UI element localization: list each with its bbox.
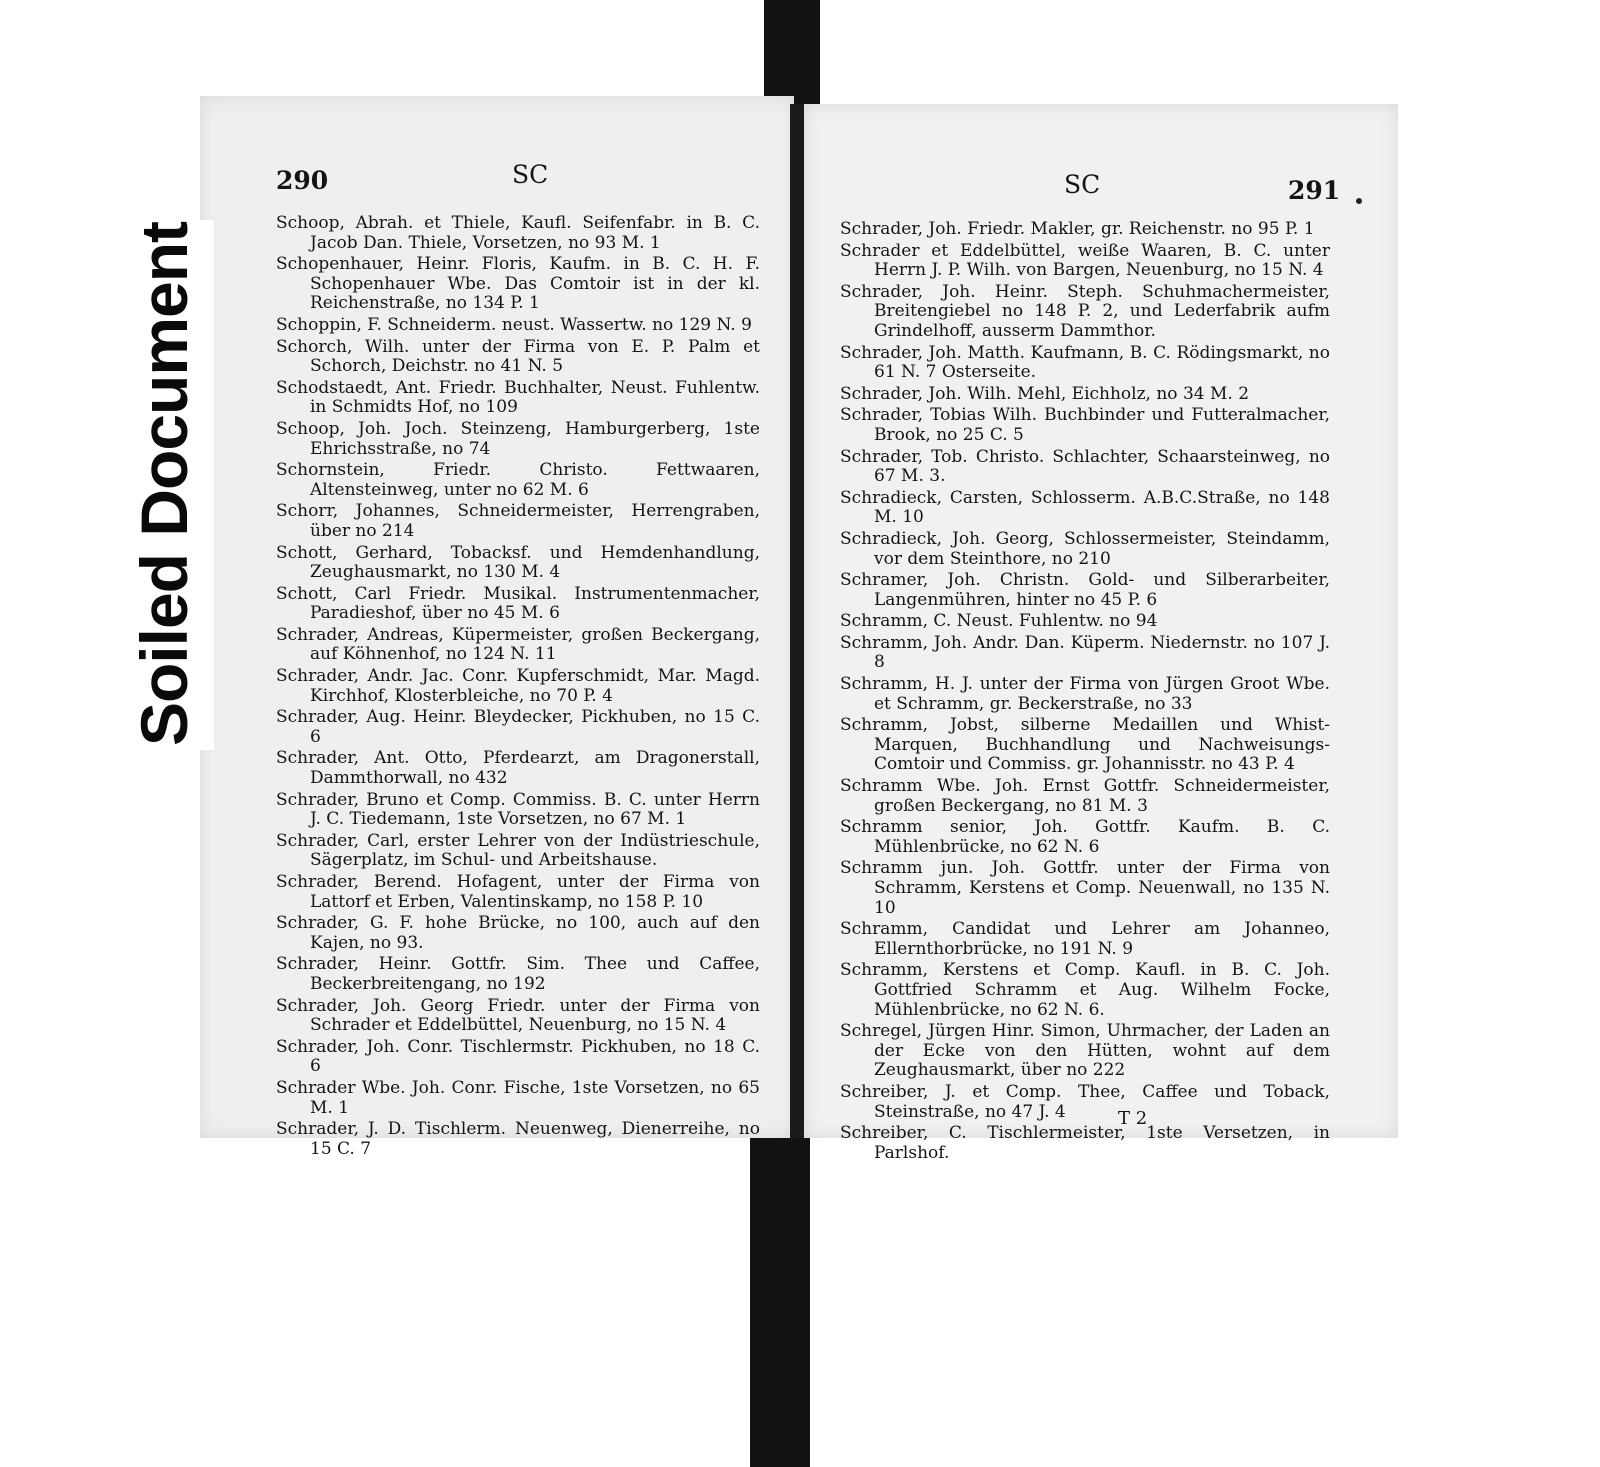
directory-entry: Schrader et Eddelbüttel, weiße Waaren, B. C. unter Herrn J. P. Wilh. von Bargen, Neuenburg, no 15 N. 4 <box>840 240 1330 281</box>
directory-entry: Schramm jun. Joh. Gottfr. unter der Firma von Schramm, Kerstens et Comp. Neuenwall, no 135 N. 10 <box>840 858 1330 918</box>
directory-entry: Schrader, Bruno et Comp. Commiss. B. C. unter Herrn J. C. Tiedemann, 1ste Vorsetzen, no 67 M. 1 <box>276 789 760 830</box>
book-gutter <box>790 104 804 1140</box>
directory-entry: Schramm senior, Joh. Gottfr. Kaufm. B. C. Mühlenbrücke, no 62 N. 6 <box>840 817 1330 857</box>
directory-entry: Schrader, Carl, erster Lehrer von der Indüstrieschule, Sägerplatz, im Schul- und Arbeitshause. <box>276 830 760 871</box>
directory-entry: Schrader, Tobias Wilh. Buchbinder und Futteralmacher, Brook, no 25 C. 5 <box>840 405 1330 445</box>
directory-entry: Schrader, Aug. Heinr. Bleydecker, Pickhuben, no 15 C. 6 <box>276 707 760 747</box>
directory-entry: Schoppin, F. Schneiderm. neust. Wassertw. no 129 N. 9 <box>276 314 752 335</box>
directory-entry: Schrader, G. F. hohe Brücke, no 100, auch auf den Kajen, no 93. <box>276 913 760 953</box>
left-page-number: 290 <box>276 166 329 195</box>
directory-entry: Schoop, Joh. Joch. Steinzeng, Hamburgerberg, 1ste Ehrichsstraße, no 74 <box>276 418 760 459</box>
signature-mark: T 2 <box>1118 1108 1148 1129</box>
directory-entry: Schrader, Tob. Christo. Schlachter, Schaarsteinweg, no 67 M. 3. <box>840 446 1330 487</box>
directory-entry: Schramm, H. J. unter der Firma von Jürgen Groot Wbe. et Schramm, gr. Beckerstraße, no 33 <box>840 674 1330 714</box>
directory-entry: Schoop, Abrah. et Thiele, Kaufl. Seifenfabr. in B. C. Jacob Dan. Thiele, Vorsetzen, no 93 M. 1 <box>276 213 760 253</box>
directory-entry: Schrader, J. D. Tischlerm. Neuenweg, Dienerreihe, no 15 C. 7 <box>276 1119 760 1159</box>
right-running-header: SC <box>1064 170 1101 199</box>
directory-entry: Schreiber, C. Tischlermeister, 1ste Versetzen, in Parlshof. <box>840 1123 1330 1163</box>
directory-entry: Schrader, Joh. Conr. Tischlermstr. Pickhuben, no 18 C. 6 <box>276 1036 760 1077</box>
directory-entry: Schrader, Ant. Otto, Pferdearzt, am Dragonerstall, Dammthorwall, no 432 <box>276 748 760 789</box>
directory-entry: Schradieck, Joh. Georg, Schlossermeister, Steindamm, vor dem Steinthore, no 210 <box>840 528 1330 569</box>
directory-entry: Schott, Gerhard, Tobacksf. und Hemdenhandlung, Zeughausmarkt, no 130 M. 4 <box>276 542 760 583</box>
binding-strip-bottom <box>750 1138 810 1467</box>
soiled-document-label: Soiled Document <box>127 221 201 747</box>
directory-entry: Schopenhauer, Heinr. Floris, Kaufm. in B. C. H. F. Schopenhauer Wbe. Das Comtoir ist in der kl. Reichenstraße, no 134 P. 1 <box>276 254 760 314</box>
ink-speck <box>1356 198 1362 204</box>
directory-entry: Schramm Wbe. Joh. Ernst Gottfr. Schneidermeister, großen Beckergang, no 81 M. 3 <box>840 776 1330 816</box>
directory-entry: Schrader, Joh. Matth. Kaufmann, B. C. Rödingsmarkt, no 61 N. 7 Osterseite. <box>840 342 1330 383</box>
directory-entry: Schrader, Andr. Jac. Conr. Kupferschmidt, Mar. Magd. Kirchhof, Klosterbleiche, no 70 P. 4 <box>276 666 760 706</box>
directory-entry: Schrader Wbe. Joh. Conr. Fische, 1ste Vorsetzen, no 65 M. 1 <box>276 1077 760 1118</box>
directory-entry: Schrader, Andreas, Küpermeister, großen Beckergang, auf Köhnenhof, no 124 N. 11 <box>276 624 760 665</box>
directory-entry: Schornstein, Friedr. Christo. Fettwaaren, Altensteinweg, unter no 62 M. 6 <box>276 460 760 500</box>
directory-entry: Schramm, Candidat und Lehrer am Johanneo, Ellernthorbrücke, no 191 N. 9 <box>840 919 1330 959</box>
directory-entry: Schramm, Joh. Andr. Dan. Küperm. Niedernstr. no 107 J. 8 <box>840 632 1330 673</box>
directory-entry: Schrader, Berend. Hofagent, unter der Firma von Lattorf et Erben, Valentinskamp, no 158 P. 10 <box>276 872 760 912</box>
left-entries-column <box>276 214 760 1161</box>
directory-entry: Schodstaedt, Ant. Friedr. Buchhalter, Neust. Fuhlentw. in Schmidts Hof, no 109 <box>276 377 760 418</box>
directory-entry: Schrader, Joh. Georg Friedr. unter der Firma von Schrader et Eddelbüttel, Neuenburg, no 15 N. 4 <box>276 995 760 1036</box>
directory-entry: Schramm, C. Neust. Fuhlentw. no 94 <box>840 611 1158 632</box>
directory-entry: Schramm, Jobst, silberne Medaillen und Whist-Marquen, Buchhandlung und Nachweisungs-Comtoir und Commiss. gr. Johannisstr. no 43 P. 4 <box>840 715 1330 775</box>
directory-entry: Schrader, Joh. Heinr. Steph. Schuhmachermeister, Breitengiebel no 148 P. 2, und Lederfabrik aufm Grindelhoff, ausserm Dammthor. <box>840 281 1330 341</box>
directory-entry: Schradieck, Carsten, Schlosserm. A.B.C.Straße, no 148 M. 10 <box>840 487 1330 528</box>
directory-entry: Schrader, Joh. Friedr. Makler, gr. Reichenstr. no 95 P. 1 <box>840 219 1315 239</box>
directory-entry: Schorr, Johannes, Schneidermeister, Herrengraben, über no 214 <box>276 501 760 541</box>
directory-entry: Schorch, Wilh. unter der Firma von E. P. Palm et Schorch, Deichstr. no 41 N. 5 <box>276 336 760 377</box>
directory-entry: Schregel, Jürgen Hinr. Simon, Uhrmacher, der Laden an der Ecke von den Hütten, wohnt auf dem Zeughausmarkt, über no 222 <box>840 1021 1330 1081</box>
directory-entry: Schrader, Joh. Wilh. Mehl, Eichholz, no 34 M. 2 <box>840 383 1250 404</box>
directory-entry: Schramm, Kerstens et Comp. Kaufl. in B. C. Joh. Gottfried Schramm et Aug. Wilhelm Focke, Mühlenbrücke, no 62 N. 6. <box>840 960 1330 1020</box>
directory-entry: Schott, Carl Friedr. Musikal. Instrumentenmacher, Paradieshof, über no 45 M. 6 <box>276 583 760 624</box>
directory-entry: Schramer, Joh. Christn. Gold- und Silberarbeiter, Langenmühren, hinter no 45 P. 6 <box>840 570 1330 610</box>
directory-entry: Schrader, Heinr. Gottfr. Sim. Thee und Caffee, Beckerbreitengang, no 192 <box>276 954 760 994</box>
binding-strip-top <box>764 0 820 108</box>
right-entries-column <box>840 220 1330 1165</box>
directory-entry: Schreiber, J. et Comp. Thee, Caffee und Toback, Steinstraße, no 47 J. 4 <box>840 1081 1330 1122</box>
right-page-number: 291 <box>1288 176 1341 205</box>
left-running-header: SC <box>512 160 549 189</box>
